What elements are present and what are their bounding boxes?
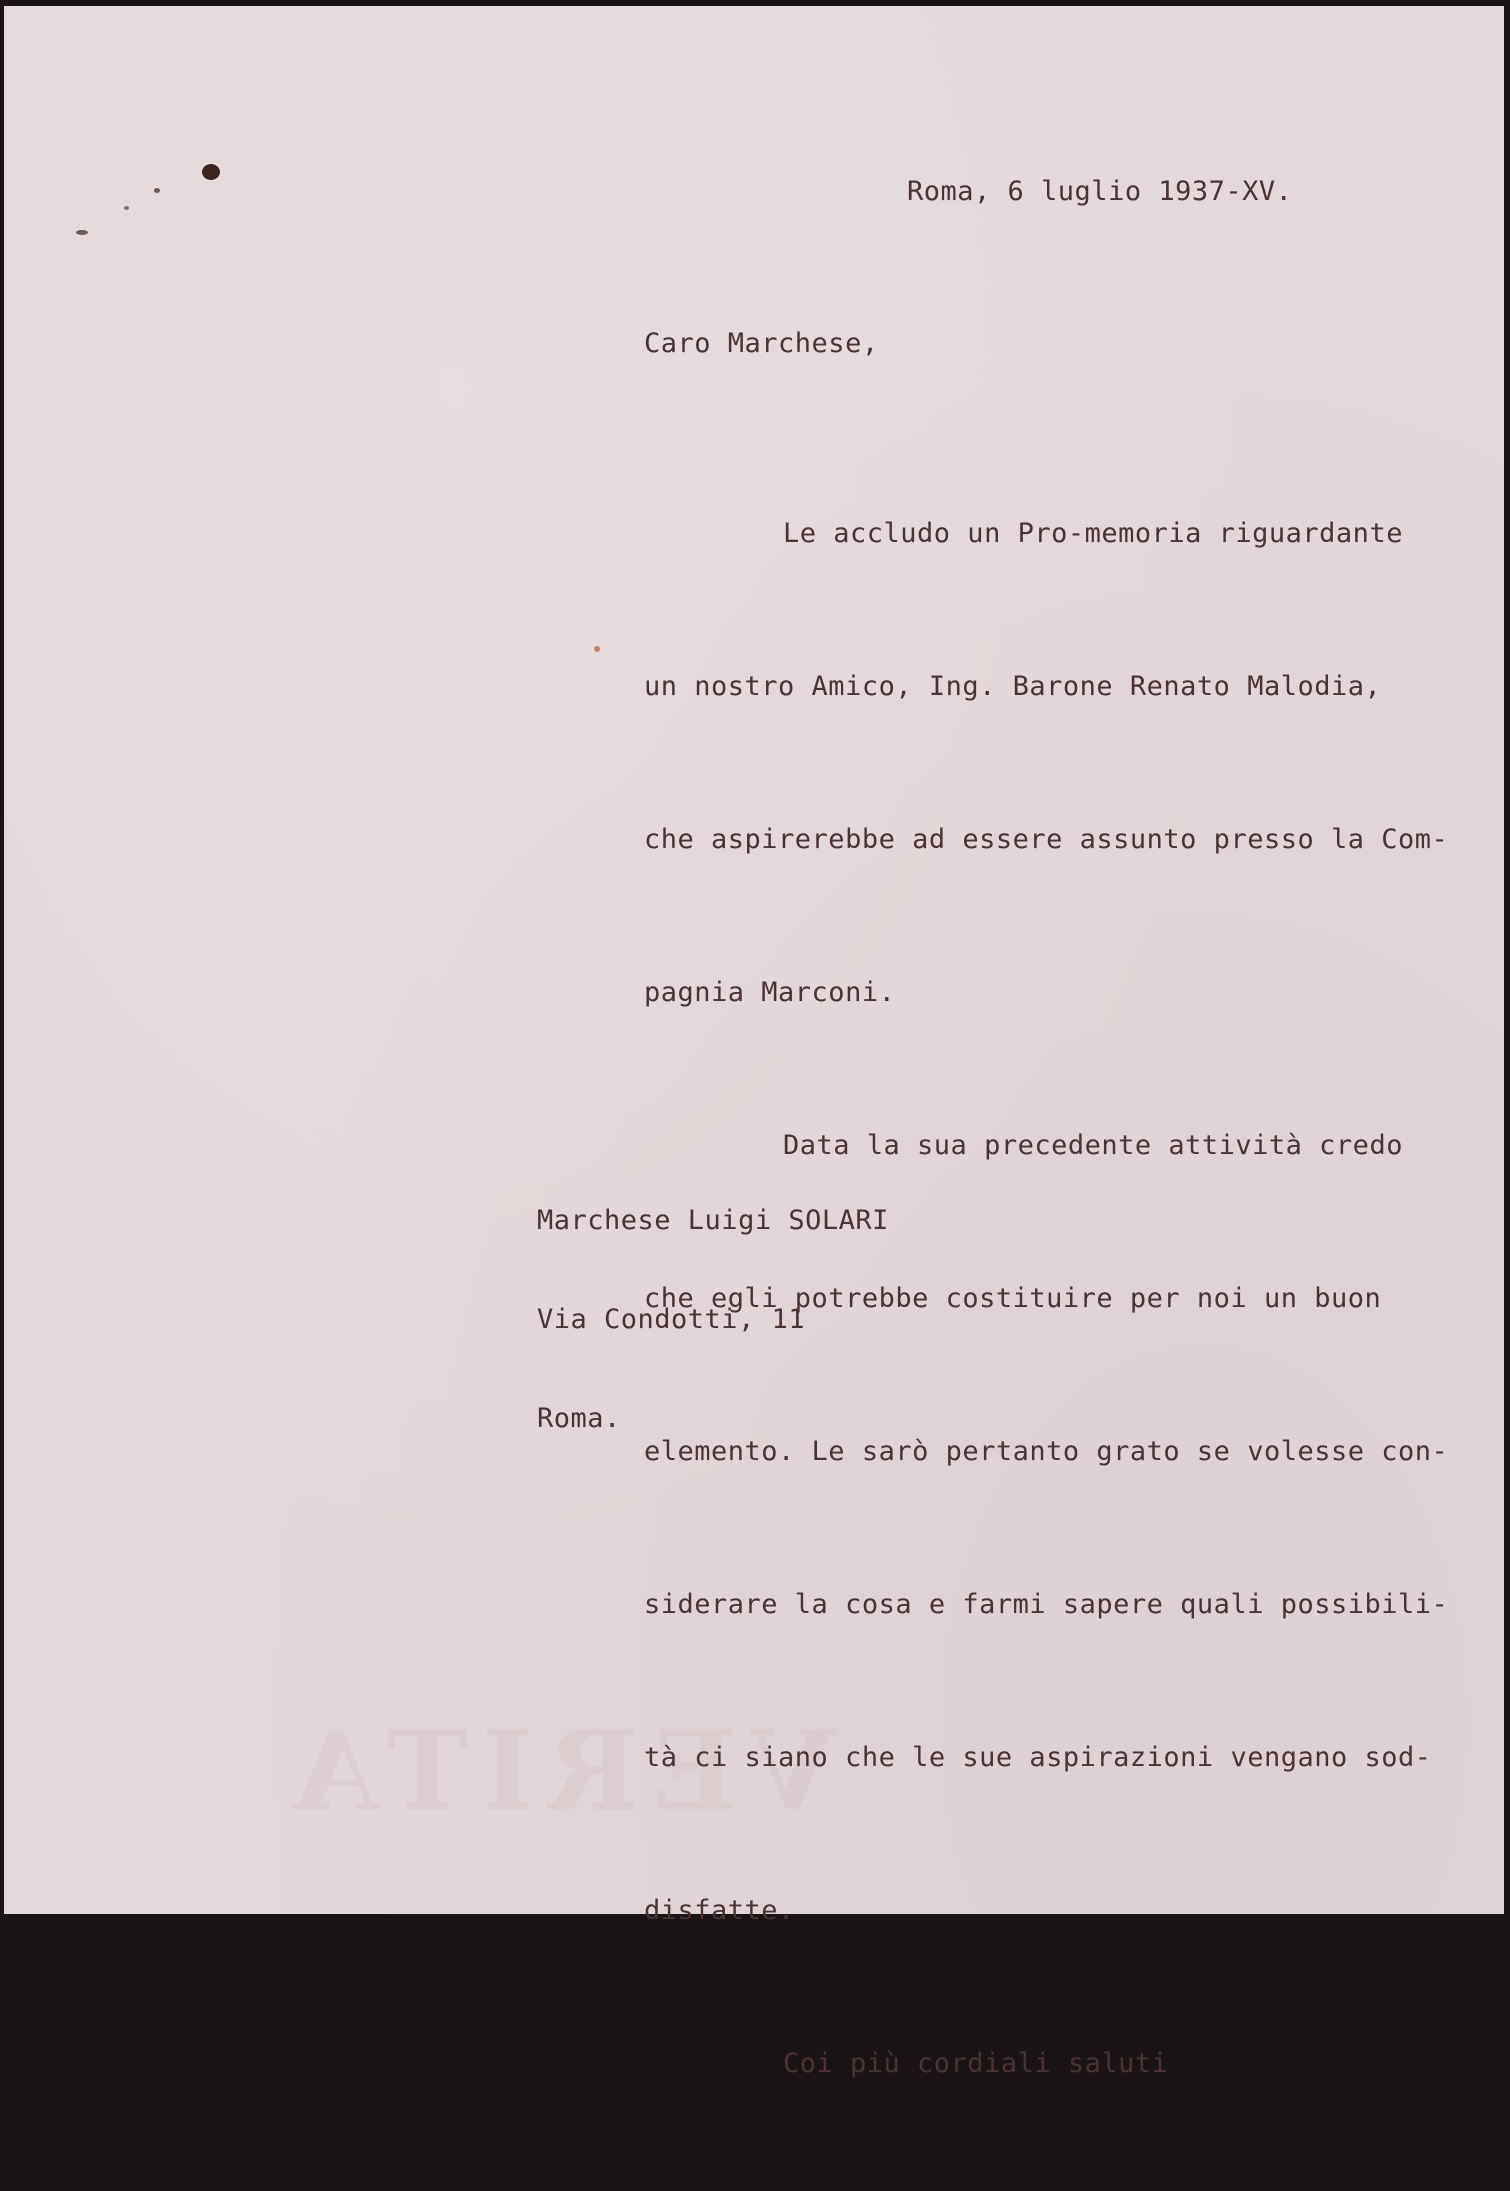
body-line: che egli potrebbe costituire per noi un buon <box>644 1283 1382 1314</box>
ink-speck <box>154 188 160 193</box>
recipient-address <box>537 1138 889 1501</box>
letter-sheet <box>4 6 1504 2079</box>
body-line: un nostro Amico, Ing. Barone Renato Malodia, <box>644 671 1382 702</box>
closing-line: Coi più cordiali saluti <box>783 2048 1169 2079</box>
body-line: Data la sua precedente attività credo <box>783 1130 1403 1161</box>
body-line: siderare la cosa e farmi sapere quali possibili- <box>644 1589 1449 1620</box>
body-line: tà ci siano che le sue aspirazioni vengano sod- <box>644 1742 1432 1773</box>
ink-speck <box>76 230 88 235</box>
letter-date: Roma, 6 luglio 1937-XV. <box>907 176 1293 207</box>
letter-salutation: Caro Marchese, <box>644 328 879 359</box>
body-line: Le accludo un Pro-memoria riguardante <box>783 518 1403 549</box>
body-line: che aspirerebbe ad essere assunto presso la Com- <box>644 824 1449 855</box>
rust-spot <box>594 646 600 652</box>
recipient-city: Roma. <box>537 1403 621 1434</box>
paper-watermark: VERITA <box>279 1706 837 1835</box>
ink-stain <box>202 164 220 180</box>
ink-speck <box>124 206 129 210</box>
recipient-name: Marchese Luigi SOLARI <box>537 1205 889 1236</box>
body-line: elemento. Le sarò pertanto grato se volesse con- <box>644 1436 1449 1467</box>
body-line: pagnia Marconi. <box>644 977 896 1008</box>
recipient-street: Via Condotti, 11 <box>537 1304 806 1335</box>
body-line: disfatte. <box>644 1895 795 1926</box>
